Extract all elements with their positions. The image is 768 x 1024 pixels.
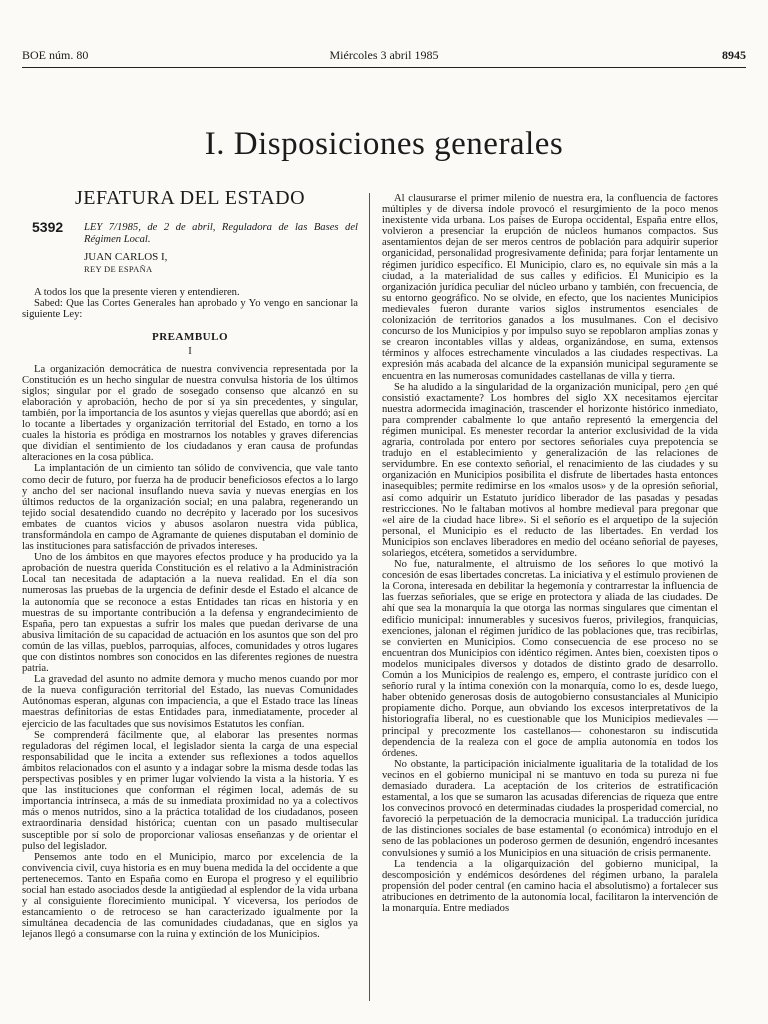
roman-numeral: I: [188, 346, 192, 358]
paragraph: Se comprenderá fácilmente que, al elaborar las presentes normas reguladoras del régimen local, el legislador sienta la carga de una especial responsabilidad que le incita a extender sus reflexiones a todos aquellos ámbitos relacionados con el asunto y a indagar sobre la misma desde todas las perspectivas posibles y en primer lugar volviendo la vista a la historia. Y es que las instituciones que conforman el régimen local, además de su importancia intrínseca, a más de su inmediata proximidad no ya a colectivos más o menos nutridos, sino a la práctica totalidad de los ciudadanos, poseen extraordinaria densidad histórica; cuentan con un pasado multisecular susceptible por sí solo de proporcionar valiosas enseñanzas y de orientar el pulso del legislador.: [22, 729, 358, 852]
paragraph: Al clausurarse el primer milenio de nuestra era, la confluencia de factores múltiples y de diversa índole provocó el resurgimiento de la poco menos inexistente vida urbana. Los países de Europa occidental, España entre ellos, volvieron a presenciar la erupción de núcleos humanos compactos. Sus asentamientos dejan de ser meros centros de población para adquirir superior organicidad, personalidad progresivamente definida; para forjar lentamente un régimen jurídico específico. El Municipio, claro es, no equivale sin más a la ciudad, a la materialidad de sus calles y edificios. El Municipio es la organización jurídica peculiar del núcleo urbano y también, con frecuencia, de su entorno geográfico. No se olvide, en efecto, que los nacientes Municipios medievales fueron durante varios siglos instrumentos esenciales de colonización de territorios ganados a los musulmanes. Con el decisivo concurso de los Municipios y por impulso suyo se repoblaron amplias zonas y se crearon incontables villas y aldeas, organizándose, en suma, extensos términos y alfoces estrechamente vinculados a las ciudades respectivas. La expresión más acabada del alcance de la expansión municipal seguramente se encuentra en las numerosas comunidades castellanas de villa y tierra.: [382, 193, 718, 382]
paragraph: Uno de los ámbitos en que mayores efectos produce y ha producido ya la aprobación de nuestra querida Constitución es el relativo a la Administración Local tan necesitada de adaptación a la nueva realidad. En el día son numerosas las pruebas de la urgencia de definir desde el Estado el alcance de la autonomía que se reconoce a estas Entidades tan ricas en historia y en muestras de su importante contribución a la defensa y engrandecimiento de España, pero tan expuestas a sufrir los males que puedan derivarse de una abusiva limitación de su capacidad de actuación en los asuntos que son del pro común de las villas, pueblos, parroquias, alfoces, comunidades y otros lugares que con distintos nombres son conocidos en las diferentes regiones de nuestra patria.: [22, 552, 358, 675]
king-block: [84, 251, 358, 275]
header-rule: [22, 67, 746, 68]
header-publication: BOE núm. 80: [22, 48, 89, 62]
intro-line: Sabed: Que las Cortes Generales han aprobado y Yo vengo en sancionar la siguiente Ley:: [22, 298, 358, 321]
paragraph: No fue, naturalmente, el altruismo de los señores lo que motivó la concesión de esas libertades concretas. La iniciativa y el estímulo provienen de la Corona, interesada en debilitar la hegemonía y contrarrestar la influencia de las fuerzas señoriales, que se erige en protectora y aliada de las ciudades. De ahí que sea la monarquía la que otorga las normas singulares que cimentan el edificio municipal: innumerables y sucesivos fueros, privilegios, franquicias, exenciones, jalonan el régimen jurídico de las poblaciones que, tras recibirlas, se convierten en Municipios. Como consecuencia de ese proceso no se encuentran dos Municipios con idéntico régimen. Antes bien, coexisten tipos o modelos municipales diversos y dotados de distinto grado de desarrollo. Común a los Municipios de realengo es, empero, el contraste jurídico con el señorío rural y la íntima conexión con la monarquía, como lo es, desde luego, haber obtenido generosas dosis de autogobierno consustanciales al Municipio propiamente dicho. Porque, aun obviando los excesos interpretativos de la historiografía liberal, no es cuestionable que los Municipios medievales —principal y precozmente los castellanos— cohonestaron su indiscutida dependencia de la realeza con el goce de amplia autonomía en todos los órdenes.: [382, 559, 718, 759]
king-title: REY DE ESPAÑA: [84, 264, 153, 275]
column-divider: [369, 193, 370, 1001]
header-page-number: 8945: [722, 48, 746, 62]
right-column: [382, 193, 718, 914]
page-header: [22, 48, 746, 66]
king-name: JUAN CARLOS I,: [84, 251, 168, 264]
paragraph: La gravedad del asunto no admite demora y mucho menos cuando por mor de la nueva configuración territorial del Estado, las nuevas Comunidades Autónomas esperan, algunas con impaciencia, a que el Estado trace las líneas maestras definitorias de estas Entidades para, inmediatamente, proceder al ejercicio de las facultades que sus novísimos Estatutos les confían.: [22, 674, 358, 730]
left-column: [22, 187, 358, 941]
department-title: JEFATURA DEL ESTADO: [74, 187, 306, 209]
law-number: 5392: [32, 219, 64, 236]
paragraph: Pensemos ante todo en el Municipio, marco por excelencia de la convivencia civil, cuya historia es en muy buena medida la del occidente a que pertenecemos. Tanto en España como en Europa el progreso y el equilibrio social han estado asociados desde la antigüedad al esplendor de la vida urbana y al consiguiente florecimiento municipal. Y viceversa, los períodos de estancamiento o de retroceso se han caracterizado igualmente por la simultánea decadencia de las comunidades ciudadanas, que en siglos ya lejanos llegó a consumarse con la ruina y extinción de los Municipios.: [22, 851, 358, 941]
section-title: I. Disposiciones generales: [204, 126, 564, 162]
intro-line: A todos los que la presente vieren y entendieren.: [34, 287, 240, 299]
paragraph: No obstante, la participación inicialmente igualitaria de la totalidad de los vecinos en el gobierno municipal ni se mantuvo en toda su pureza ni fue demasiado duradera. La aceptación de los criterios de estratificación estamental, a los que se sumaron las acusadas diferencias de riqueza que entre los convecinos provocó en determinadas ciudades la prosperidad comercial, no favoreció la perpetuación de la democracia municipal. La traducción jurídica de las distinciones sociales de base estamental (o económica) introdujo en el seno de las poblaciones un poderoso germen de desunión, engendró incesantes convulsiones y sumió a los Municipios en una situación de crisis permanente.: [382, 758, 718, 859]
preamble-heading: PREAMBULO: [152, 331, 228, 344]
header-date: Miércoles 3 abril 1985: [329, 48, 439, 62]
paragraph: La organización democrática de nuestra convivencia representada por la Constitución es un hecho singular de nuestra convulsa historia de los últimos siglos; singular por el grado de sosegado consenso que alcanzó en su elaboración y aprobación, hecho de por sí ya sin precedentes, y singular, también, por la importancia de los asuntos y viejas querellas que abordó; así en lo tocante a libertades y organización territorial del Estado, en torno a los cuales la historia es pródiga en mostrarnos los notables y graves diferencias que dividían el sentimiento de los ciudadanos y eran causa de profundas alteraciones en la cosa pública.: [22, 363, 358, 464]
paragraph: Se ha aludido a la singularidad de la organización municipal, pero ¿en qué consistió exactamente? Los hombres del siglo XX necesitamos ejercitar nuestra adormecida imaginación, trascender el horizonte histórico inmediato, para comprender cabalmente lo que antaño representó la emergencia del régimen municipal. Es menester recordar la anterior exclusividad de la vida agraria, controlada por entero por sectores señoriales cuya prepotencia se tradujo en el establecimiento y generalización de las relaciones de servidumbre. En ese contexto señorial, el renacimiento de las ciudades y su organización en Municipios posibilita el disfrute de libertades hasta entonces inasequibles; permite redimirse en los «malos usos» y de la opresión señorial, así como adquirir un Estatuto jurídico liberador de las pasadas y pesadas restricciones. No le faltaban motivos al hombre medieval para pregonar que «el aire de la ciudad hace libre». Si el señorío es el arquetipo de la sujeción personal, el Municipio es el reducto de las libertades. En verdad los Municipios son enclaves liberadores en medio del océano señorial de payeses, solariegos, etcétera, sometidos a servidumbre.: [382, 381, 718, 559]
promulgation-text: [22, 287, 358, 320]
paragraph: La tendencia a la oligarquización del gobierno municipal, la descomposición y endémicos desórdenes del régimen urbano, la paralela propensión del poder central (en camino hacia el absolutismo) a fortalecer sus atribuciones en detrimento de la autonomía local, facilitaron la intervención de la monarquía. Entre mediados: [382, 858, 718, 914]
document-page: [22, 48, 746, 941]
law-heading: [22, 219, 358, 275]
law-title: LEY 7/1985, de 2 de abril, Reguladora de las Bases del Régimen Local.: [84, 222, 358, 245]
paragraph: La implantación de un cimiento tan sólido de convivencia, que vale tanto como decir de futuro, por fuerza ha de producir beneficiosos efectos a lo largo y ancho del ser nacional insuflando nueva savia y nuevas energías en los últimos reductos de la organización social; en una palabra, regenerando un tejido social desatendido cuando no decrépito y lacerado por los sucesivos embates de cuantos vicios y abusos asolaron nuestra vida pública, transformándola en campo de Agramante de quienes disputaban el dominio de las instituciones para satisfacción de privados intereses.: [22, 463, 358, 553]
